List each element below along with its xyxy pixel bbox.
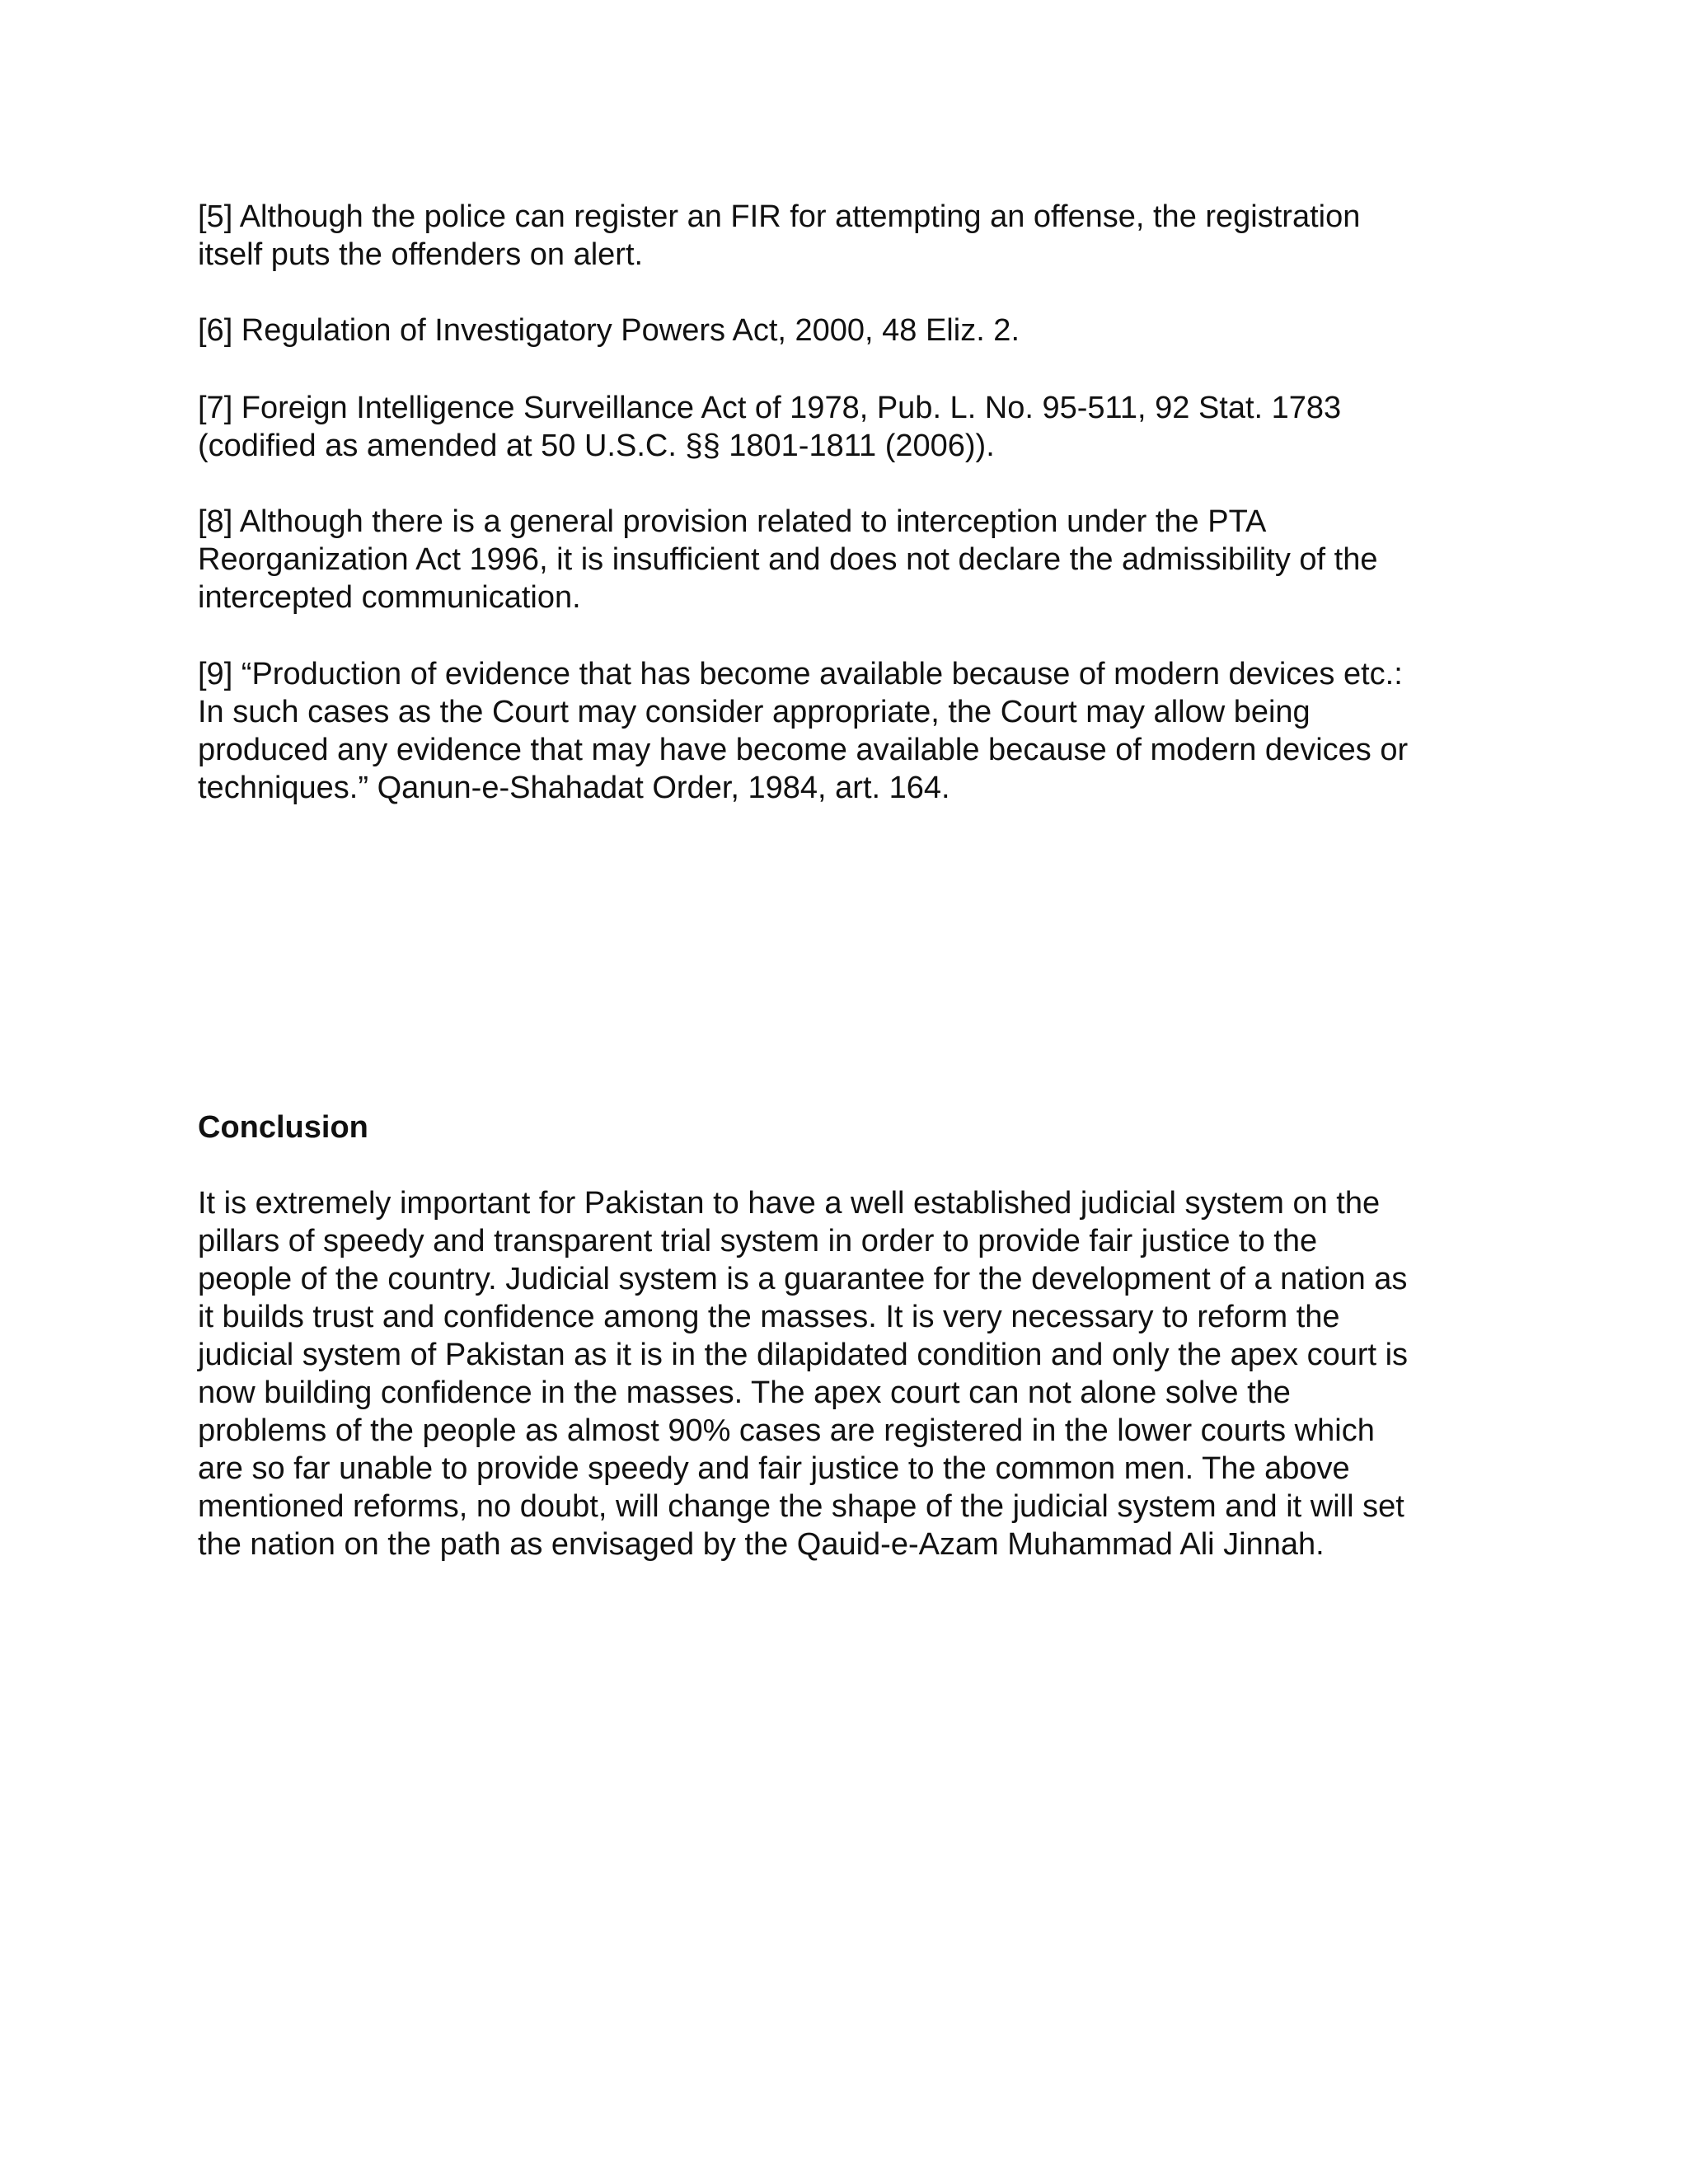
footnote-9 <box>198 655 1517 807</box>
footnote-line: [8] Although there is a general provision related to interception under the PTA <box>198 504 1267 539</box>
footnote-line: Reorganization Act 1996, it is insufficient and does not declare the admissibility of the <box>198 542 1378 577</box>
footnote-line: [6] Regulation of Investigatory Powers Act, 2000, 48 Eliz. 2. <box>198 313 1020 348</box>
paragraph-line: It is extremely important for Pakistan to have a well established judicial system on the <box>198 1186 1381 1221</box>
conclusion-heading: Conclusion <box>198 1110 368 1145</box>
footnote-line: produced any evidence that may have become available because of modern devices or <box>198 733 1409 767</box>
footnote-line: [9] “Production of evidence that has become available because of modern devices etc.: <box>198 657 1403 691</box>
paragraph-line: now building confidence in the masses. The apex court can not alone solve the <box>198 1376 1291 1410</box>
footnote-line: itself puts the offenders on alert. <box>198 237 644 272</box>
paragraph-line: are so far unable to provide speedy and fair justice to the common men. The above <box>198 1451 1350 1486</box>
paragraph-line: the nation on the path as envisaged by the Qauid-e-Azam Muhammad Ali Jinnah. <box>198 1527 1325 1562</box>
paragraph-line: pillars of speedy and transparent trial system in order to provide fair justice to the <box>198 1224 1318 1258</box>
paragraph-line: judicial system of Pakistan as it is in the dilapidated condition and only the apex court is <box>198 1338 1409 1372</box>
paragraph-line: it builds trust and confidence among the masses. It is very necessary to reform the <box>198 1300 1340 1334</box>
footnote-line: [7] Foreign Intelligence Surveillance Act of 1978, Pub. L. No. 95-511, 92 Stat. 1783 <box>198 391 1342 425</box>
paragraph-line: mentioned reforms, no doubt, will change the shape of the judicial system and it will set <box>198 1489 1404 1524</box>
footnote-line: In such cases as the Court may consider appropriate, the Court may allow being <box>198 695 1311 729</box>
footnote-line: (codified as amended at 50 U.S.C. §§ 1801-1811 (2006)). <box>198 429 995 463</box>
footnote-5 <box>198 198 1517 274</box>
conclusion-paragraph <box>198 1184 1517 1563</box>
footnote-8 <box>198 503 1517 616</box>
paragraph-line: people of the country. Judicial system is a guarantee for the development of a nation as <box>198 1262 1408 1296</box>
footnote-line: intercepted communication. <box>198 580 581 615</box>
footnote-7 <box>198 389 1517 465</box>
footnote-line: [5] Although the police can register an FIR for attempting an offense, the registration <box>198 199 1361 234</box>
footnote-line: techniques.” Qanun-e-Shahadat Order, 1984, art. 164. <box>198 771 950 805</box>
footnote-6 <box>198 312 1517 349</box>
paragraph-line: problems of the people as almost 90% cases are registered in the lower courts which <box>198 1413 1375 1448</box>
